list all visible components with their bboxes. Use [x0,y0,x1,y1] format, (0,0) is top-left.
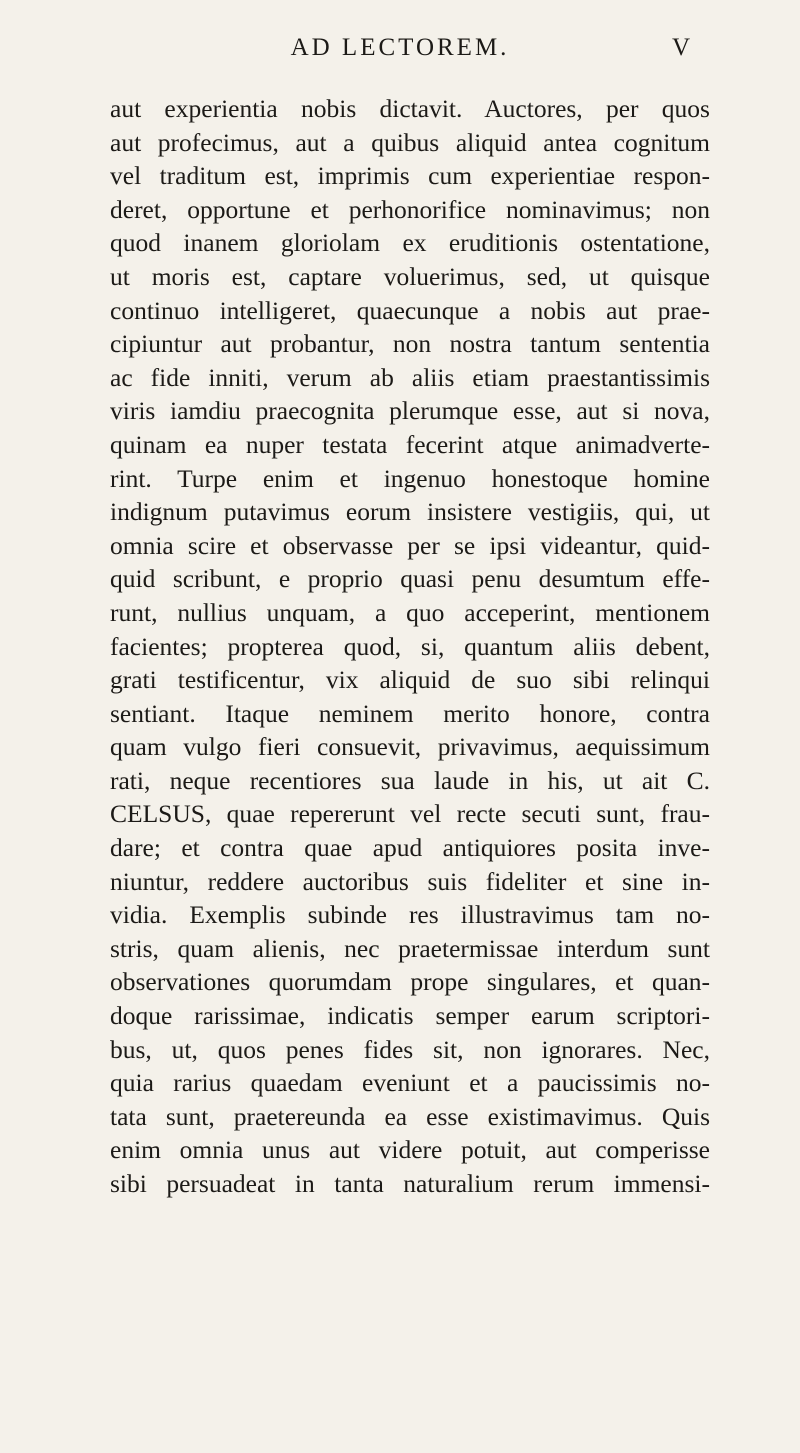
text-line: indignum putavimus eorum insistere vestigiis, qui, ut [110,497,710,527]
text-line: tata sunt, praetereunda ea esse existimavimus. Quis [110,1101,710,1131]
text-line: aut experientia nobis dictavit. Auctores, per quos [110,94,710,123]
text-line: grati testificentur, vix aliquid de suo sibi relinqui [110,665,710,695]
text-line: runt, nullius unquam, a quo acceperint, mentionem [110,597,710,627]
text-line: CELSUS, quae repererunt vel recte secuti sunt, frau- [110,799,710,829]
text-line: rint. Turpe enim et ingenuo honestoque homine [110,463,710,493]
text-line: dare; et contra quae apud antiquiores posita inve- [110,833,710,863]
text-line: sentiant. Itaque neminem merito honore, contra [110,698,710,728]
text-line: doque rarissimae, indicatis semper earum scriptori- [110,1001,710,1031]
text-line: vel traditum est, imprimis cum experientiae respon- [110,161,710,191]
text-line: cipiuntur aut probantur, non nostra tantum sententia [110,329,710,359]
text-line: viris iamdiu praecognita plerumque esse, aut si nova, [110,396,710,426]
text-line: rati, neque recentiores sua laude in his, ut ait C. [110,765,710,795]
text-line: ac fide inniti, verum ab aliis etiam praestantissimis [110,362,710,392]
text-line: quam vulgo fieri consuevit, privavimus, aequissimum [110,732,710,762]
text-line: deret, opportune et perhonorifice nominavimus; non [110,194,710,224]
text-line: facientes; propterea quod, si, quantum aliis debent, [110,631,710,661]
text-line: observationes quorumdam prope singulares, et quan- [110,967,710,997]
text-line: quid scribunt, e proprio quasi penu desumtum effe- [110,564,710,594]
text-line: aut profecimus, aut a quibus aliquid antea cognitum [110,127,710,157]
text-line: ut moris est, captare voluerimus, sed, ut quisque [110,261,710,291]
text-line: continuo intelligeret, quaecunque a nobis aut prae- [110,295,710,325]
text-line: quod inanem gloriolam ex eruditionis ostentatione, [110,228,710,258]
text-line: niuntur, reddere auctoribus suis fideliter et sine in- [110,866,710,896]
text-line: sibi persuadeat in tanta naturalium rerum immensi- [110,1169,710,1198]
body-text [110,92,710,1201]
text-line: quia rarius quaedam eveniunt et a paucissimis no- [110,1068,710,1098]
text-line: bus, ut, quos penes fides sit, non ignorares. Nec, [110,1034,710,1064]
text-line: quinam ea nuper testata fecerint atque animadverte- [110,429,710,459]
text-line: omnia scire et observasse per se ipsi videantur, quid- [110,530,710,560]
page-header [110,34,690,70]
running-head: AD LECTOREM. [290,34,510,61]
page-number: V [671,34,690,61]
text-line: enim omnia unus aut videre potuit, aut comperisse [110,1135,710,1165]
text-line: stris, quam alienis, nec praetermissae interdum sunt [110,933,710,963]
text-line: vidia. Exemplis subinde res illustravimus tam no- [110,900,710,930]
